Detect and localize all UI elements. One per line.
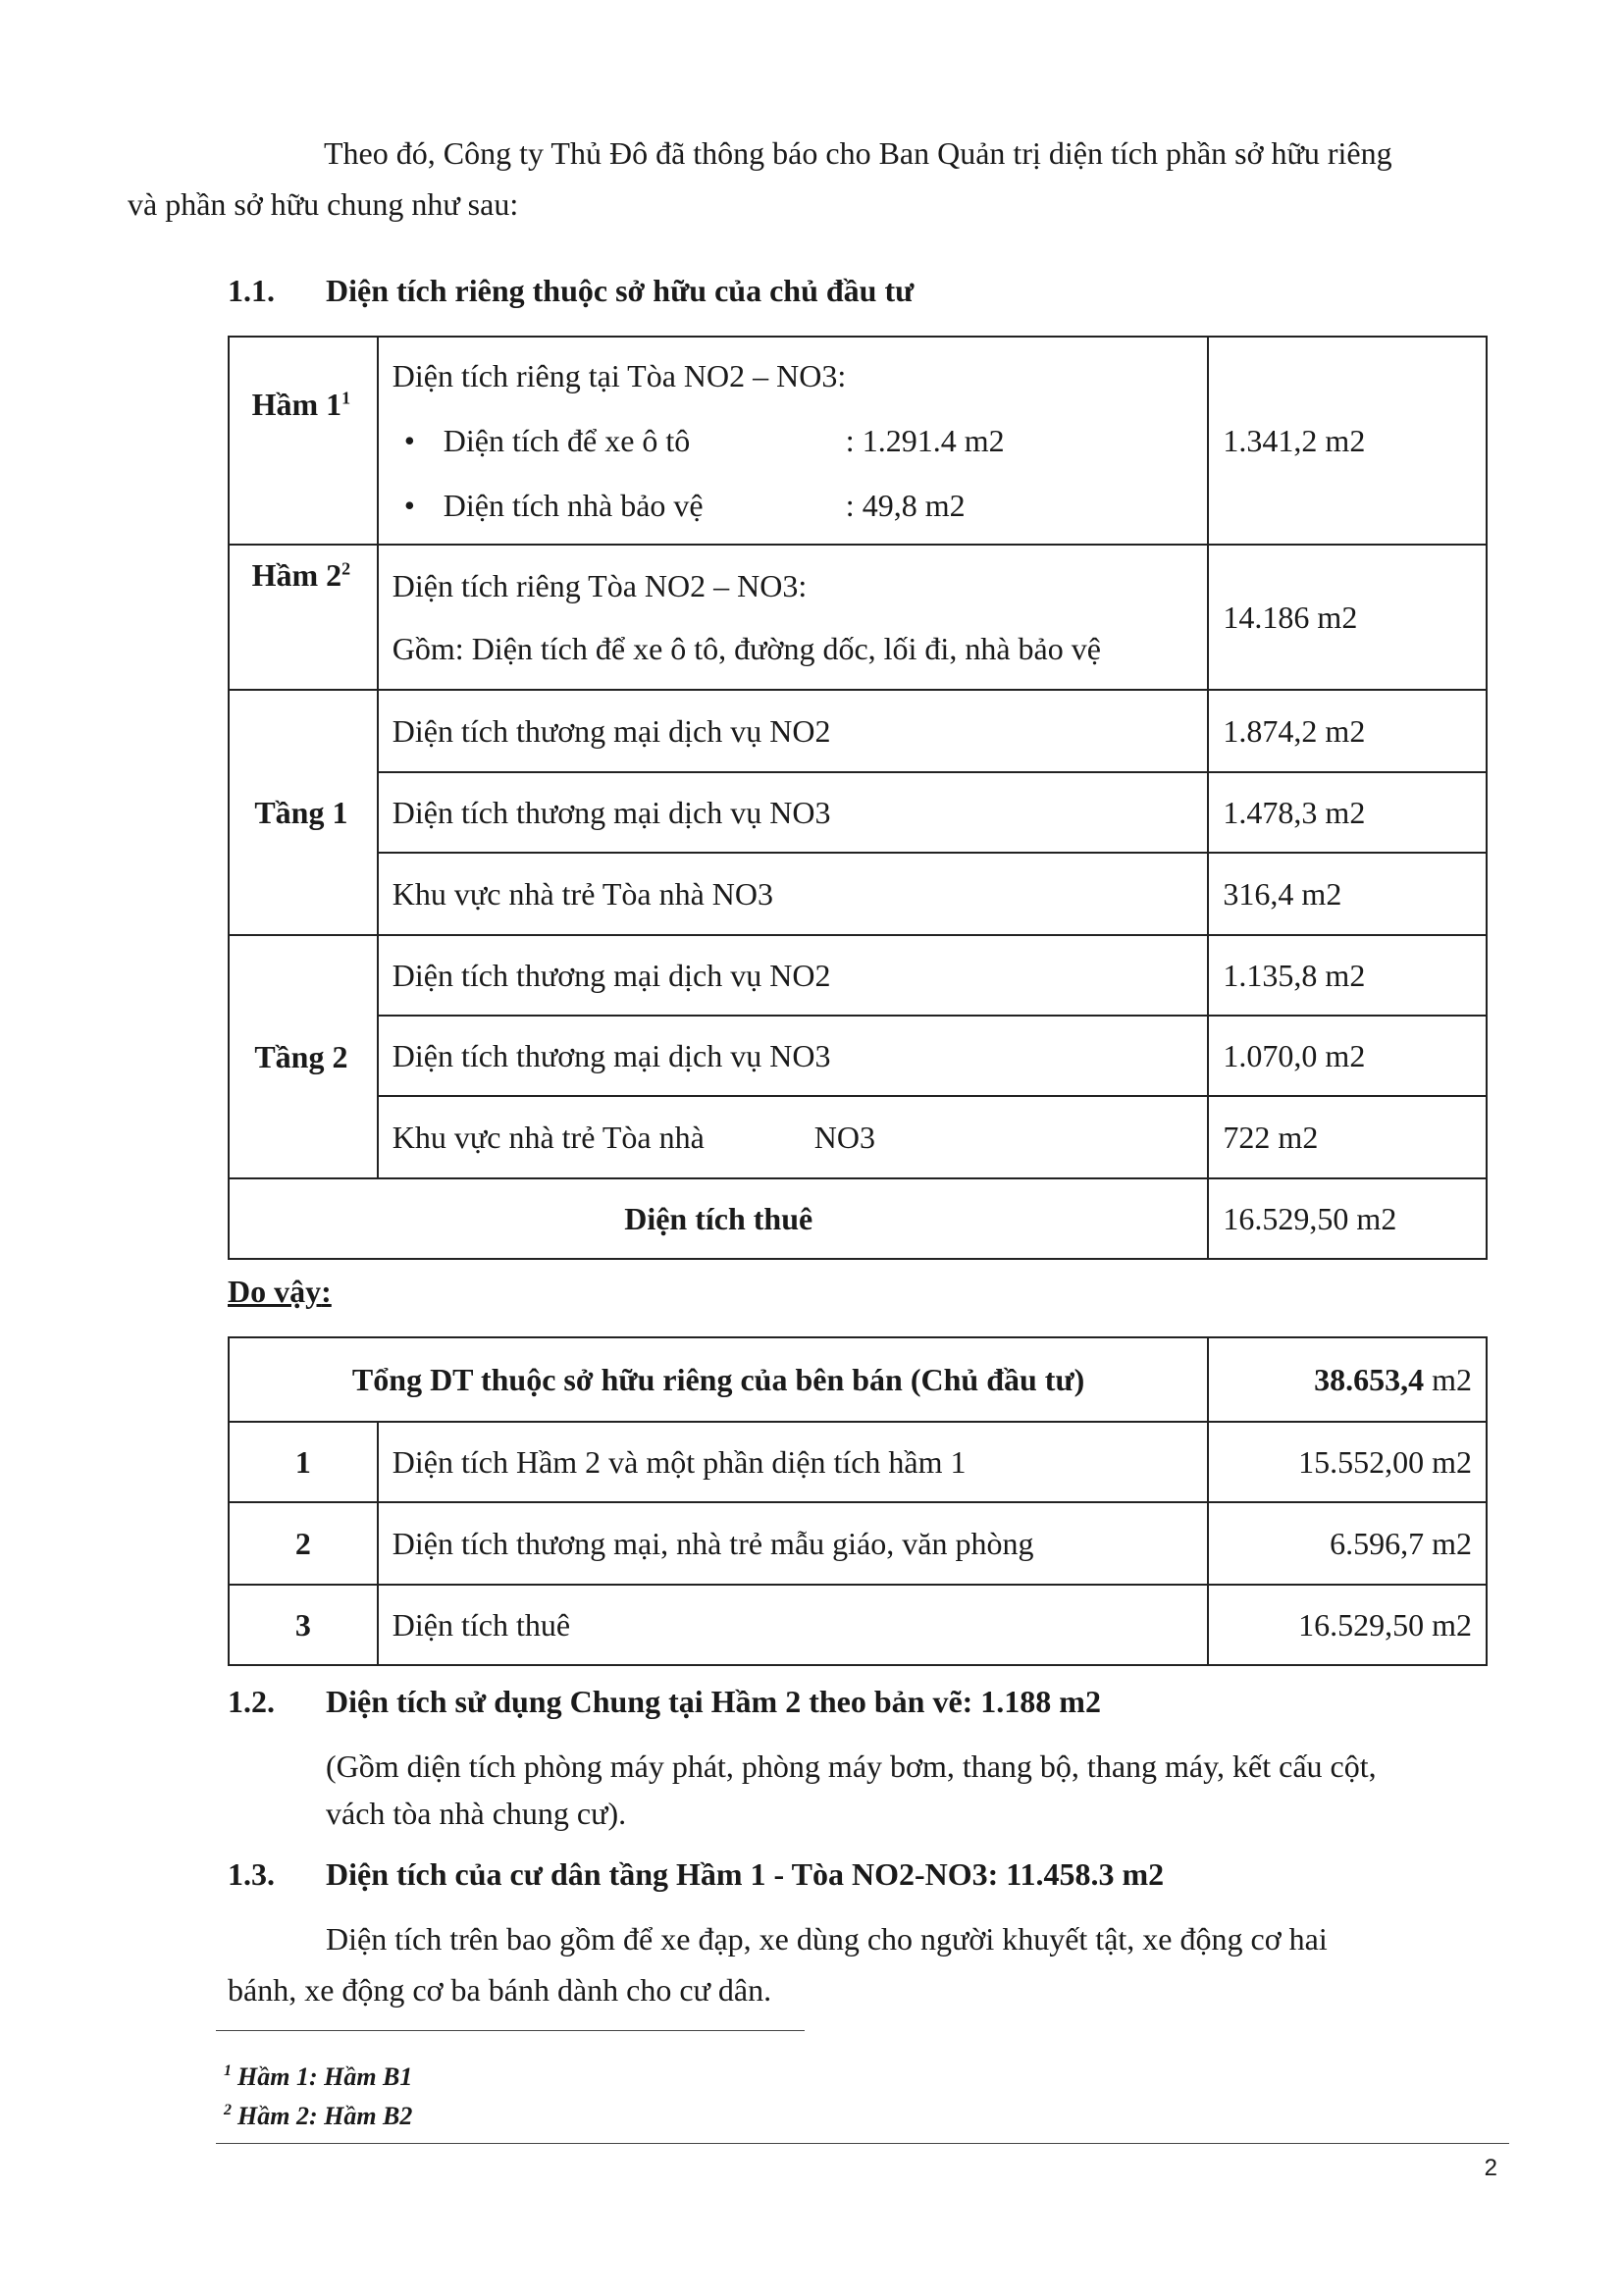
- bullet-icon: •: [403, 423, 415, 458]
- ham1-area: 1.341,2 m2: [1208, 337, 1487, 545]
- table-row: Khu vực nhà trẻ Tòa nhà NO3 722 m2: [229, 1096, 1487, 1178]
- list-item: • Diện tích để xe ô tô : 1.291.4 m2: [393, 408, 1194, 473]
- ham1-desc: Diện tích riêng tại Tòa NO2 – NO3:: [392, 358, 847, 393]
- table-row: 2 Diện tích thương mại, nhà trẻ mẫu giáo, văn phòng 6.596,7 m2: [229, 1502, 1487, 1585]
- tang1-label: Tầng 1: [229, 690, 378, 935]
- table-row: Diện tích thương mại dịch vụ NO3 1.478,3 m2: [229, 772, 1487, 853]
- section-1-1-heading: [228, 273, 914, 309]
- footnote-2: $^2$ Hầm 2: Hầm B2: [224, 2102, 413, 2130]
- table-row: 3 Diện tích thuê 16.529,50 m2: [229, 1585, 1487, 1665]
- ham2-area: 14.186 m2: [1208, 545, 1487, 690]
- ham1-label: Hầm $1^1$: [229, 337, 378, 545]
- table-row: 1 Diện tích Hầm 2 và một phần diện tích hầm 1 15.552,00 m2: [229, 1422, 1487, 1502]
- ham2-label: Hầm $2^2$: [229, 545, 378, 690]
- list-item: • Diện tích nhà bảo vệ : 49,8 m2: [393, 473, 1194, 538]
- bullet-icon: •: [403, 488, 415, 523]
- do-vay-label: Do vậy:: [228, 1274, 332, 1309]
- table-row: [229, 545, 1487, 690]
- page-number: 2: [1484, 2155, 1497, 2181]
- intro-line-1: Theo đó, Công ty Thủ Đô đã thông báo cho Ban Quản trị diện tích phần sở hữu riêng: [324, 135, 1392, 171]
- ham1-description: [378, 337, 1209, 545]
- table-row: [229, 1337, 1487, 1422]
- summary-table: [228, 1336, 1488, 1666]
- total-label: Diện tích thuê: [229, 1178, 1208, 1259]
- table-row: Diện tích thương mại dịch vụ NO3 1.070,0 m2: [229, 1016, 1487, 1096]
- owner-area-table: [228, 336, 1488, 1260]
- summary-header-label: Tổng DT thuộc sở hữu riêng của bên bán (Chủ đầu tư): [229, 1337, 1208, 1422]
- section-1-1-title: Diện tích riêng thuộc sở hữu của chủ đầu tư: [326, 273, 915, 308]
- table-row: [229, 1178, 1487, 1259]
- ham2-description: Diện tích riêng Tòa NO2 – NO3: Gồm: Diện tích để xe ô tô, đường dốc, lối đi, nhà bảo vệ: [378, 545, 1209, 690]
- section-1-2-note: (Gồm diện tích phòng máy phát, phòng máy bơm, thang bộ, thang máy, kết cấu cột, vách tòa nhà chung cư).: [326, 1748, 1377, 1831]
- footnote-divider: [216, 2030, 805, 2031]
- section-1-3-paragraph: Diện tích trên bao gồm để xe đạp, xe dùng cho người khuyết tật, xe động cơ hai bánh, xe động cơ ba bánh dành cho cư dân.: [228, 1921, 1328, 2008]
- page-bottom-rule: [216, 2143, 1509, 2144]
- intro-line-2: và phần sở hữu chung như sau:: [128, 186, 519, 222]
- section-1-3-heading: 1.3. Diện tích của cư dân tầng Hầm 1 - Tòa NO2-NO3: 11.458.3 m2: [228, 1856, 1165, 1892]
- summary-header-value: 38.653,4 m2: [1208, 1337, 1487, 1422]
- section-1-1-number: 1.1.: [228, 273, 275, 308]
- footnote-1: $^1$ Hầm 1: Hầm B1: [224, 2062, 413, 2091]
- section-1-2-heading: 1.2. Diện tích sử dụng Chung tại Hầm 2 theo bản vẽ: 1.188 m2: [228, 1684, 1101, 1719]
- intro-paragraph: [128, 128, 1521, 230]
- total-area: 16.529,50 m2: [1208, 1178, 1487, 1259]
- tang2-label: Tầng 2: [229, 935, 378, 1178]
- table-row: Khu vực nhà trẻ Tòa nhà NO3 316,4 m2: [229, 853, 1487, 935]
- table-row: Tầng 1 Diện tích thương mại dịch vụ NO2 1.874,2 m2: [229, 690, 1487, 772]
- table-row: Tầng 2 Diện tích thương mại dịch vụ NO2 1.135,8 m2: [229, 935, 1487, 1016]
- table-row: [229, 337, 1487, 545]
